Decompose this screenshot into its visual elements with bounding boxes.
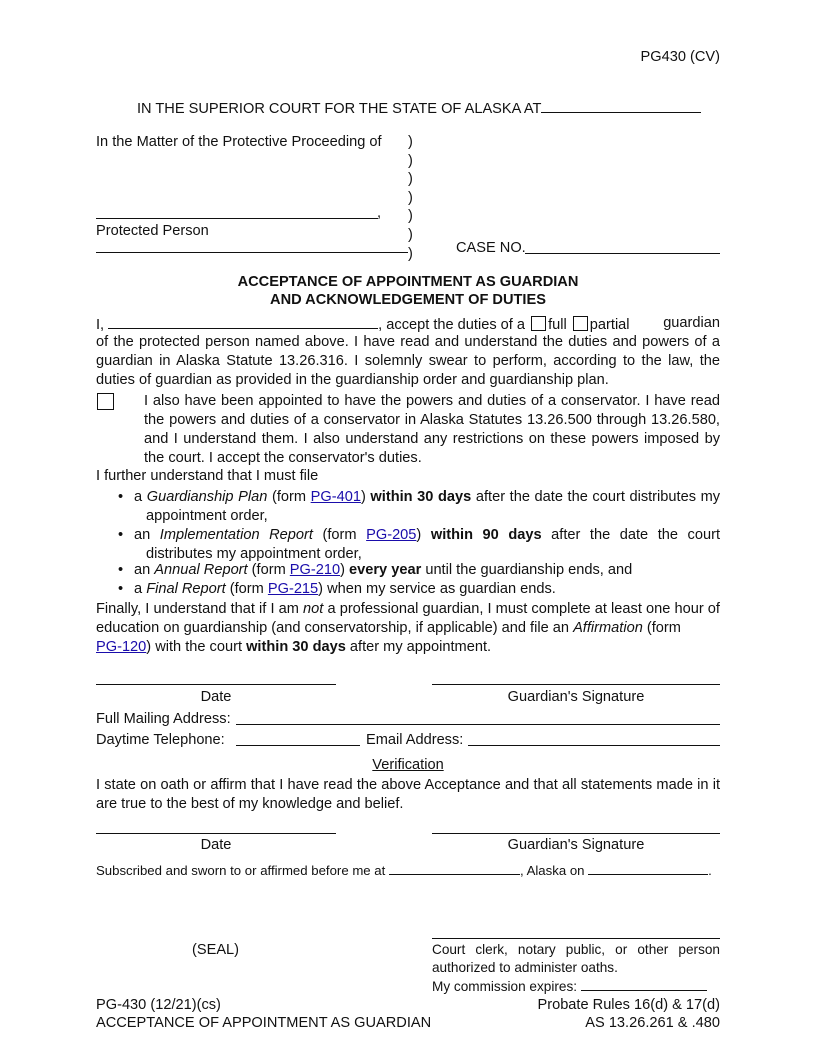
bullet: • xyxy=(118,562,124,578)
partial-guardian-checkbox[interactable] xyxy=(573,316,588,331)
form-code: PG430 (CV) xyxy=(640,49,720,65)
verification-text: I state on oath or affirm that I have read the above Acceptance and that all statements made in it are true to the best of my knowledge and belief. xyxy=(96,777,720,812)
pg-401-link[interactable]: PG-401 xyxy=(310,489,361,505)
guardian-name-field[interactable] xyxy=(108,314,378,329)
footer-left xyxy=(96,996,431,1032)
pg-215-link[interactable]: PG-215 xyxy=(267,581,319,597)
accept-text: , accept the duties of a xyxy=(378,317,526,333)
sworn-location-field[interactable] xyxy=(389,862,520,875)
paren: ) xyxy=(408,208,413,225)
bullet: • xyxy=(118,527,124,543)
education-paragraph: Finally, I understand that if I am not a professional guardian, I must complete at least one hour of education on guardianship (and conservatorship, if applicable) and file an Affirmation (form PG-120) with the court within 30 days after my appointment. xyxy=(96,601,720,655)
signature-line-2[interactable] xyxy=(432,833,720,834)
paren: ) xyxy=(408,171,413,188)
paren: ) xyxy=(408,134,413,150)
title-line-1: ACCEPTANCE OF APPOINTMENT AS GUARDIAN xyxy=(237,274,579,290)
pg-120-link[interactable]: PG-120 xyxy=(96,639,147,655)
list-item-text: a Final Report (form PG-215) when my service as guardian ends. xyxy=(134,581,556,597)
commission-expires xyxy=(432,977,707,996)
statute-reference: AS 13.26.261 & .480 xyxy=(585,1015,720,1031)
comma: , xyxy=(377,205,382,221)
case-no-label: CASE NO. xyxy=(456,240,526,256)
form-number: PG-430 (12/21)(cs) xyxy=(96,997,221,1013)
seal-label: (SEAL) xyxy=(192,942,240,958)
phone-label: Daytime Telephone: xyxy=(96,732,225,748)
verification-heading: Verification xyxy=(372,757,444,773)
mailing-address-label: Full Mailing Address: xyxy=(96,711,231,727)
paren: ) xyxy=(408,189,413,206)
caption-parens xyxy=(408,133,413,263)
conservator-paragraph: I also have been appointed to have the powers and duties of a conservator. I have read the powers and duties of a conservator in Alaska Statutes 13.26.500 through 13.26.580, and I understand them. I also understand any restrictions on these powers imposed by the court. I accept the conservator's duties. xyxy=(144,393,720,466)
signature-label: Guardian's Signature xyxy=(507,837,645,853)
form-title xyxy=(96,273,720,309)
date-line-1[interactable] xyxy=(96,684,336,685)
pg-205-link[interactable]: PG-205 xyxy=(366,527,417,543)
conservator-checkbox[interactable] xyxy=(97,393,114,410)
sworn-date-field[interactable] xyxy=(588,862,708,875)
case-number xyxy=(456,239,526,258)
case-number-field[interactable] xyxy=(525,253,720,254)
commission-label: My commission expires: xyxy=(432,979,578,994)
matter-label: In the Matter of the Protective Proceeding of xyxy=(96,134,382,150)
bullet: • xyxy=(118,489,124,505)
date-label: Date xyxy=(200,837,232,853)
partial-label: partial xyxy=(589,317,630,333)
full-label: full xyxy=(548,317,567,333)
court-heading xyxy=(137,98,701,119)
full-guardian-checkbox[interactable] xyxy=(531,316,546,331)
list-item-text: an Annual Report (form PG-210) every year until the guardianship ends, and xyxy=(134,562,633,578)
paren: ) xyxy=(408,226,413,243)
acceptance-first-line xyxy=(96,314,720,335)
footer-right xyxy=(537,996,720,1032)
email-label: Email Address: xyxy=(366,732,464,748)
prefix: I, xyxy=(96,317,105,333)
date-line-2[interactable] xyxy=(96,833,336,834)
email-field[interactable] xyxy=(468,745,720,746)
bullet: • xyxy=(118,581,124,597)
paren: ) xyxy=(408,152,413,169)
mailing-address-field[interactable] xyxy=(236,724,720,725)
protected-person-label: Protected Person xyxy=(96,223,209,239)
list-item-text: an Implementation Report (form PG-205) within 90 days after the date the court distributes my appointment order, xyxy=(134,527,721,562)
phone-field[interactable] xyxy=(236,745,360,746)
court-heading-text: IN THE SUPERIOR COURT FOR THE STATE OF ALASKA AT xyxy=(137,101,542,117)
officer-title: Court clerk, notary public, or other person authorized to administer oaths. xyxy=(432,942,720,975)
court-location-field[interactable] xyxy=(541,98,701,113)
pg-210-link[interactable]: PG-210 xyxy=(289,562,341,578)
protected-person-name-field[interactable] xyxy=(96,218,378,219)
acceptance-paragraph: of the protected person named above. I have read and understand the duties and powers of a guardian in Alaska Statute 13.26.316. I solemnly swear to perform, according to the law, the duties of guardian as provided in the guardianship order and guardianship plan. xyxy=(96,334,720,388)
sworn-statement: Subscribed and sworn to or affirmed before me at , Alaska on . xyxy=(96,863,712,878)
must-file-intro: I further understand that I must file xyxy=(96,468,319,484)
protected-person-line-2[interactable] xyxy=(96,252,408,253)
signature-label: Guardian's Signature xyxy=(507,689,645,705)
probate-rules: Probate Rules 16(d) & 17(d) xyxy=(537,997,720,1013)
paren: ) xyxy=(408,245,413,262)
form-name: ACCEPTANCE OF APPOINTMENT AS GUARDIAN xyxy=(96,1015,432,1031)
list-item-text: a Guardianship Plan (form PG-401) within 30 days after the date the court distributes my appointment order, xyxy=(134,489,721,524)
guardian-word: guardian xyxy=(663,315,720,331)
date-label: Date xyxy=(200,689,232,705)
officer-signature-line[interactable] xyxy=(432,938,720,939)
title-line-2: AND ACKNOWLEDGEMENT OF DUTIES xyxy=(270,292,546,308)
signature-line-1[interactable] xyxy=(432,684,720,685)
commission-expires-field[interactable] xyxy=(581,978,707,991)
